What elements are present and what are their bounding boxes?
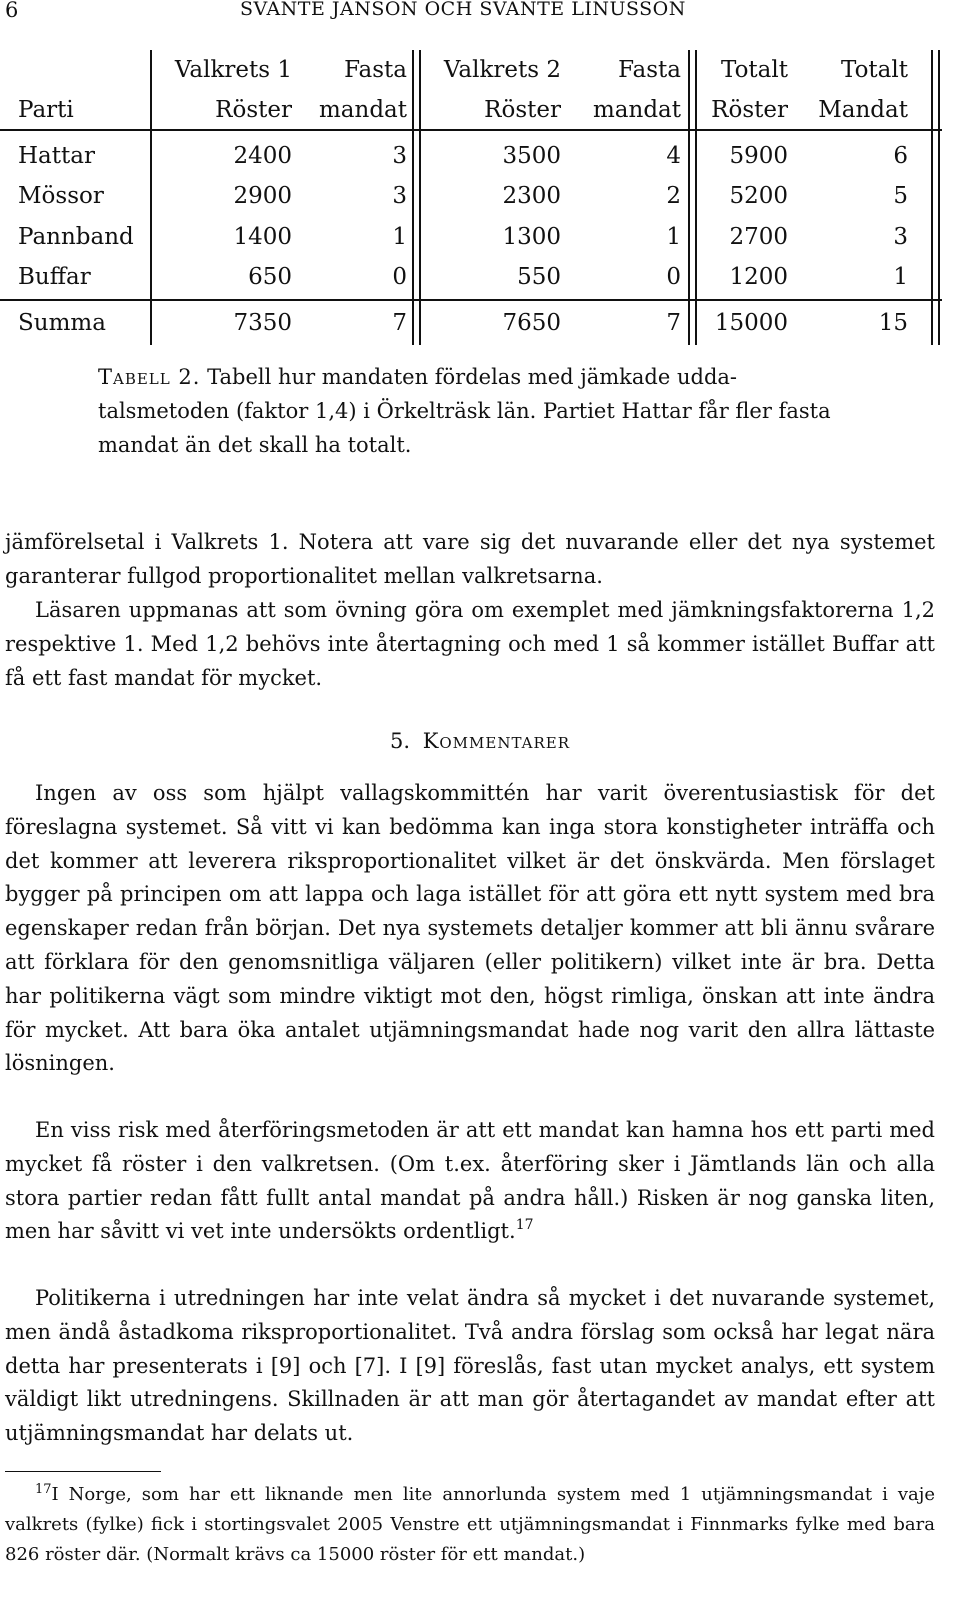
header-vk1-seats-2: mandat bbox=[318, 97, 407, 123]
header-total-seats-2: Mandat bbox=[818, 97, 908, 123]
running-title: SVANTE JANSON OCH SVANTE LINUSSON bbox=[240, 0, 686, 20]
row-vk2-votes: 1300 bbox=[502, 224, 561, 250]
header-vk2-votes-1: Valkrets 2 bbox=[443, 57, 561, 83]
row-vk1-votes: 2900 bbox=[233, 183, 292, 209]
row-vk1-seats: 7 bbox=[392, 310, 407, 336]
row-party: Hattar bbox=[18, 143, 95, 169]
row-total-votes: 5900 bbox=[729, 143, 788, 169]
header-party: Parti bbox=[18, 97, 74, 123]
row-total-votes: 2700 bbox=[729, 224, 788, 250]
column-divider bbox=[419, 50, 421, 345]
row-vk1-votes: 7350 bbox=[233, 310, 292, 336]
header-total-votes-1: Totalt bbox=[721, 57, 788, 83]
row-vk1-seats: 1 bbox=[392, 224, 407, 250]
row-vk1-votes: 2400 bbox=[233, 143, 292, 169]
caption-text: Tabell hur mandaten fördelas med jämkade uddatalsmetoden (faktor 1,4) i Örkelträsk län. Partiet Hattar får fler fasta mandat än det skall ha totalt. bbox=[98, 365, 831, 457]
header-total-votes-2: Röster bbox=[711, 97, 788, 123]
row-vk1-seats: 3 bbox=[392, 183, 407, 209]
row-total-votes: 5200 bbox=[729, 183, 788, 209]
row-vk2-seats: 1 bbox=[666, 224, 681, 250]
row-party: Pannband bbox=[18, 224, 134, 250]
header-total-seats-1: Totalt bbox=[841, 57, 908, 83]
row-vk1-votes: 1400 bbox=[233, 224, 292, 250]
column-divider bbox=[938, 50, 940, 345]
section-name: Kommentarer bbox=[422, 729, 571, 753]
footnote-text: I Norge, som har ett liknande men lite annorlunda system med 1 utjämningsmandat i vaje valkrets (fylke) fick i stortingsvalet 2005 Venstre ett utjämningsmandat i Finnmarks fylke med bara 826 röster där. (Normalt krävs ca 15000 röster för ett mandat.) bbox=[5, 1484, 935, 1565]
page-number: 6 bbox=[5, 0, 19, 22]
row-vk2-seats: 0 bbox=[666, 264, 681, 290]
row-total-seats: 6 bbox=[893, 143, 908, 169]
paragraph: jämförelsetal i Valkrets 1. Notera att vare sig det nuvarande eller det nya systemet garanterar fullgod proportionalitet mellan valkretsarna. bbox=[5, 530, 935, 588]
row-total-votes: 15000 bbox=[714, 310, 788, 336]
paragraph: Politikerna i utredningen har inte velat ändra så mycket i det nuvarande systemet, men ändå åstadkoma riksproportionalitet. Två andra förslag som också har legat nära detta har presenterats i [9] och [7]. I [9] föreslås, fast utan mycket analys, ett system väldigt likt utredningens. Skillnaden är att man gör återtagandet av mandat efter att utjämningsmandat har delats ut. bbox=[5, 1286, 935, 1446]
paragraph: Läsaren uppmanas att som övning göra om exemplet med jämkningsfaktorerna 1,2 respektive 1. Med 1,2 behövs inte återtagning och med 1 så kommer istället Buffar att få ett fast mandat för mycket. bbox=[5, 598, 935, 690]
column-divider bbox=[412, 50, 414, 345]
row-total-seats: 5 bbox=[893, 183, 908, 209]
header-vk2-votes-2: Röster bbox=[484, 97, 561, 123]
seat-allocation-table bbox=[0, 50, 960, 350]
column-divider bbox=[688, 50, 690, 345]
row-vk1-seats: 0 bbox=[392, 264, 407, 290]
table-caption bbox=[98, 360, 858, 462]
row-vk2-seats: 2 bbox=[666, 183, 681, 209]
column-divider bbox=[150, 50, 152, 345]
row-total-seats: 1 bbox=[893, 264, 908, 290]
header-vk2-seats-2: mandat bbox=[592, 97, 681, 123]
row-vk1-votes: 650 bbox=[248, 264, 292, 290]
row-vk2-votes: 3500 bbox=[502, 143, 561, 169]
header-vk1-votes-1: Valkrets 1 bbox=[174, 57, 292, 83]
header-vk1-seats-1: Fasta bbox=[344, 57, 407, 83]
row-party: Buffar bbox=[18, 264, 91, 290]
row-vk2-votes: 2300 bbox=[502, 183, 561, 209]
row-total-seats: 15 bbox=[878, 310, 908, 336]
sum-rule bbox=[0, 299, 942, 301]
column-divider bbox=[931, 50, 933, 345]
footnote-marker[interactable]: 17 bbox=[515, 1217, 534, 1234]
row-party: Summa bbox=[18, 310, 106, 336]
header-vk1-votes-2: Röster bbox=[215, 97, 292, 123]
section-number: 5. bbox=[389, 729, 410, 753]
section-heading bbox=[0, 729, 960, 753]
row-vk2-seats: 4 bbox=[666, 143, 681, 169]
row-vk1-seats: 3 bbox=[392, 143, 407, 169]
row-total-seats: 3 bbox=[893, 224, 908, 250]
row-party: Mössor bbox=[18, 183, 104, 209]
paragraph bbox=[5, 1114, 935, 1249]
row-vk2-seats: 7 bbox=[666, 310, 681, 336]
header-vk2-seats-1: Fasta bbox=[618, 57, 681, 83]
footnote-rule bbox=[5, 1471, 161, 1472]
row-vk2-votes: 550 bbox=[517, 264, 561, 290]
paragraph-text: En viss risk med återföringsmetoden är att ett mandat kan hamna hos ett parti med mycket få röster i den valkretsen. (Om t.ex. återföring sker i Jämtlands län och alla stora partier redan fått fullt antal mandat på andra håll.) Risken är nog ganska liten, men har såvitt vi vet inte undersökts ordentligt. bbox=[5, 1118, 935, 1244]
row-total-votes: 1200 bbox=[729, 264, 788, 290]
row-vk2-votes: 7650 bbox=[502, 310, 561, 336]
paragraph: Ingen av oss som hjälpt vallagskommittén har varit överentusiastisk för det föreslagna systemet. Så vitt vi kan bedömma kan inga stora konstigheter inträffa och det kommer att leverera riksproportionalitet vilket är det önskvärda. Men förslaget bygger på principen om att lappa och laga istället för att göra ett nytt system med bra egenskaper redan från början. Det nya systemets detaljer kommer att bli ännu svårare att förklara för den genomsnitliga väljaren (eller politikern) vilket inte är bra. Detta har politikerna vägt som mindre viktigt mot den, högst rimliga, önskan att inte ändra för mycket. Att bara öka antalet utjämningsmandat hade nog varit den allra lättaste lösningen. bbox=[5, 781, 935, 1076]
footnote-number: 17 bbox=[35, 1482, 52, 1497]
header-rule bbox=[0, 129, 942, 131]
column-divider bbox=[695, 50, 697, 345]
caption-label: Tabell 2. bbox=[98, 365, 201, 389]
footnote bbox=[5, 1480, 935, 1570]
